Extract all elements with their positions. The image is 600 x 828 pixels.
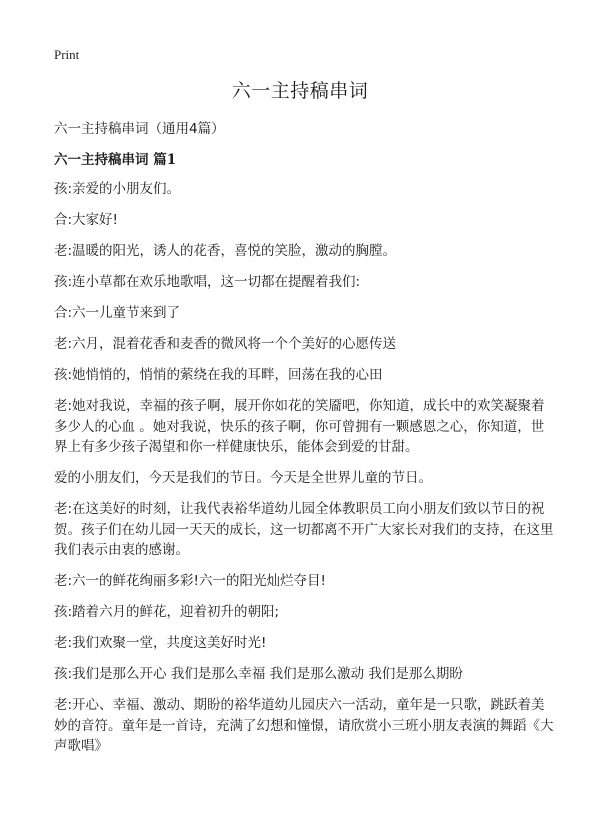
paragraph: 孩:我们是那么开心 我们是那么幸福 我们是那么激动 我们是那么期盼 bbox=[54, 666, 463, 682]
paragraph: 孩:连小草都在欢乐地歌唱，这一切都在提醒着我们: bbox=[54, 274, 361, 290]
paragraph: 老:六一的鲜花绚丽多彩!六一的阳光灿烂夺目! bbox=[54, 573, 326, 589]
paragraph: 老:在这美好的时刻，让我代表裕华道幼儿园全体教职员工向小朋友们致以节日的祝贺。孩子们在幼儿园一天天的成长，这一切都离不开广大家长对我们的支持，在这里我们表示由衷的感谢。 bbox=[54, 501, 554, 558]
print-link[interactable]: Print bbox=[54, 47, 80, 62]
paragraph: 老:开心、幸福、激动、期盼的裕华道幼儿园庆六一活动，童年是一只歌，跳跃着美妙的音符。童年是一首诗，充满了幻想和憧憬，请欣赏小三班小朋友表演的舞蹈《大声歌唱》 bbox=[54, 697, 554, 754]
document-subtitle: 六一主持稿串词（通用4篇） bbox=[54, 121, 225, 137]
paragraph: 老:六月，混着花香和麦香的微风将一个个美好的心愿传送 bbox=[54, 336, 397, 352]
section-heading: 六一主持稿串词 篇1 bbox=[54, 152, 177, 168]
page-title: 六一主持稿串词 bbox=[231, 80, 369, 102]
paragraph: 老:她对我说，幸福的孩子啊，展开你如花的笑靥吧，你知道，成长中的欢笑凝聚着多少人的心血 。她对我说，快乐的孩子啊，你可曾拥有一颗感恩之心，你知道，世界上有多少孩子渴望和你一样健康快乐，能体会到爱的甘甜。 bbox=[54, 398, 545, 455]
paragraph: 孩:她悄悄的，悄悄的萦绕在我的耳畔，回荡在我的心田 bbox=[54, 367, 383, 383]
paragraph: 老:温暖的阳光，诱人的花香，喜悦的笑脸，激动的胸膛。 bbox=[54, 243, 397, 259]
paragraph: 孩:亲爱的小朋友们。 bbox=[54, 181, 181, 197]
paragraph: 老:我们欢聚一堂，共度这美好时光! bbox=[54, 635, 267, 651]
paragraph: 合:大家好! bbox=[54, 212, 118, 228]
document-body bbox=[54, 120, 554, 767]
paragraph: 孩:踏着六月的鲜花，迎着初升的朝阳; bbox=[54, 604, 280, 620]
paragraph: 爱的小朋友们，今天是我们的节日。今天是全世界儿童的节日。 bbox=[54, 470, 432, 486]
paragraph: 合:六一儿童节来到了 bbox=[54, 305, 181, 321]
